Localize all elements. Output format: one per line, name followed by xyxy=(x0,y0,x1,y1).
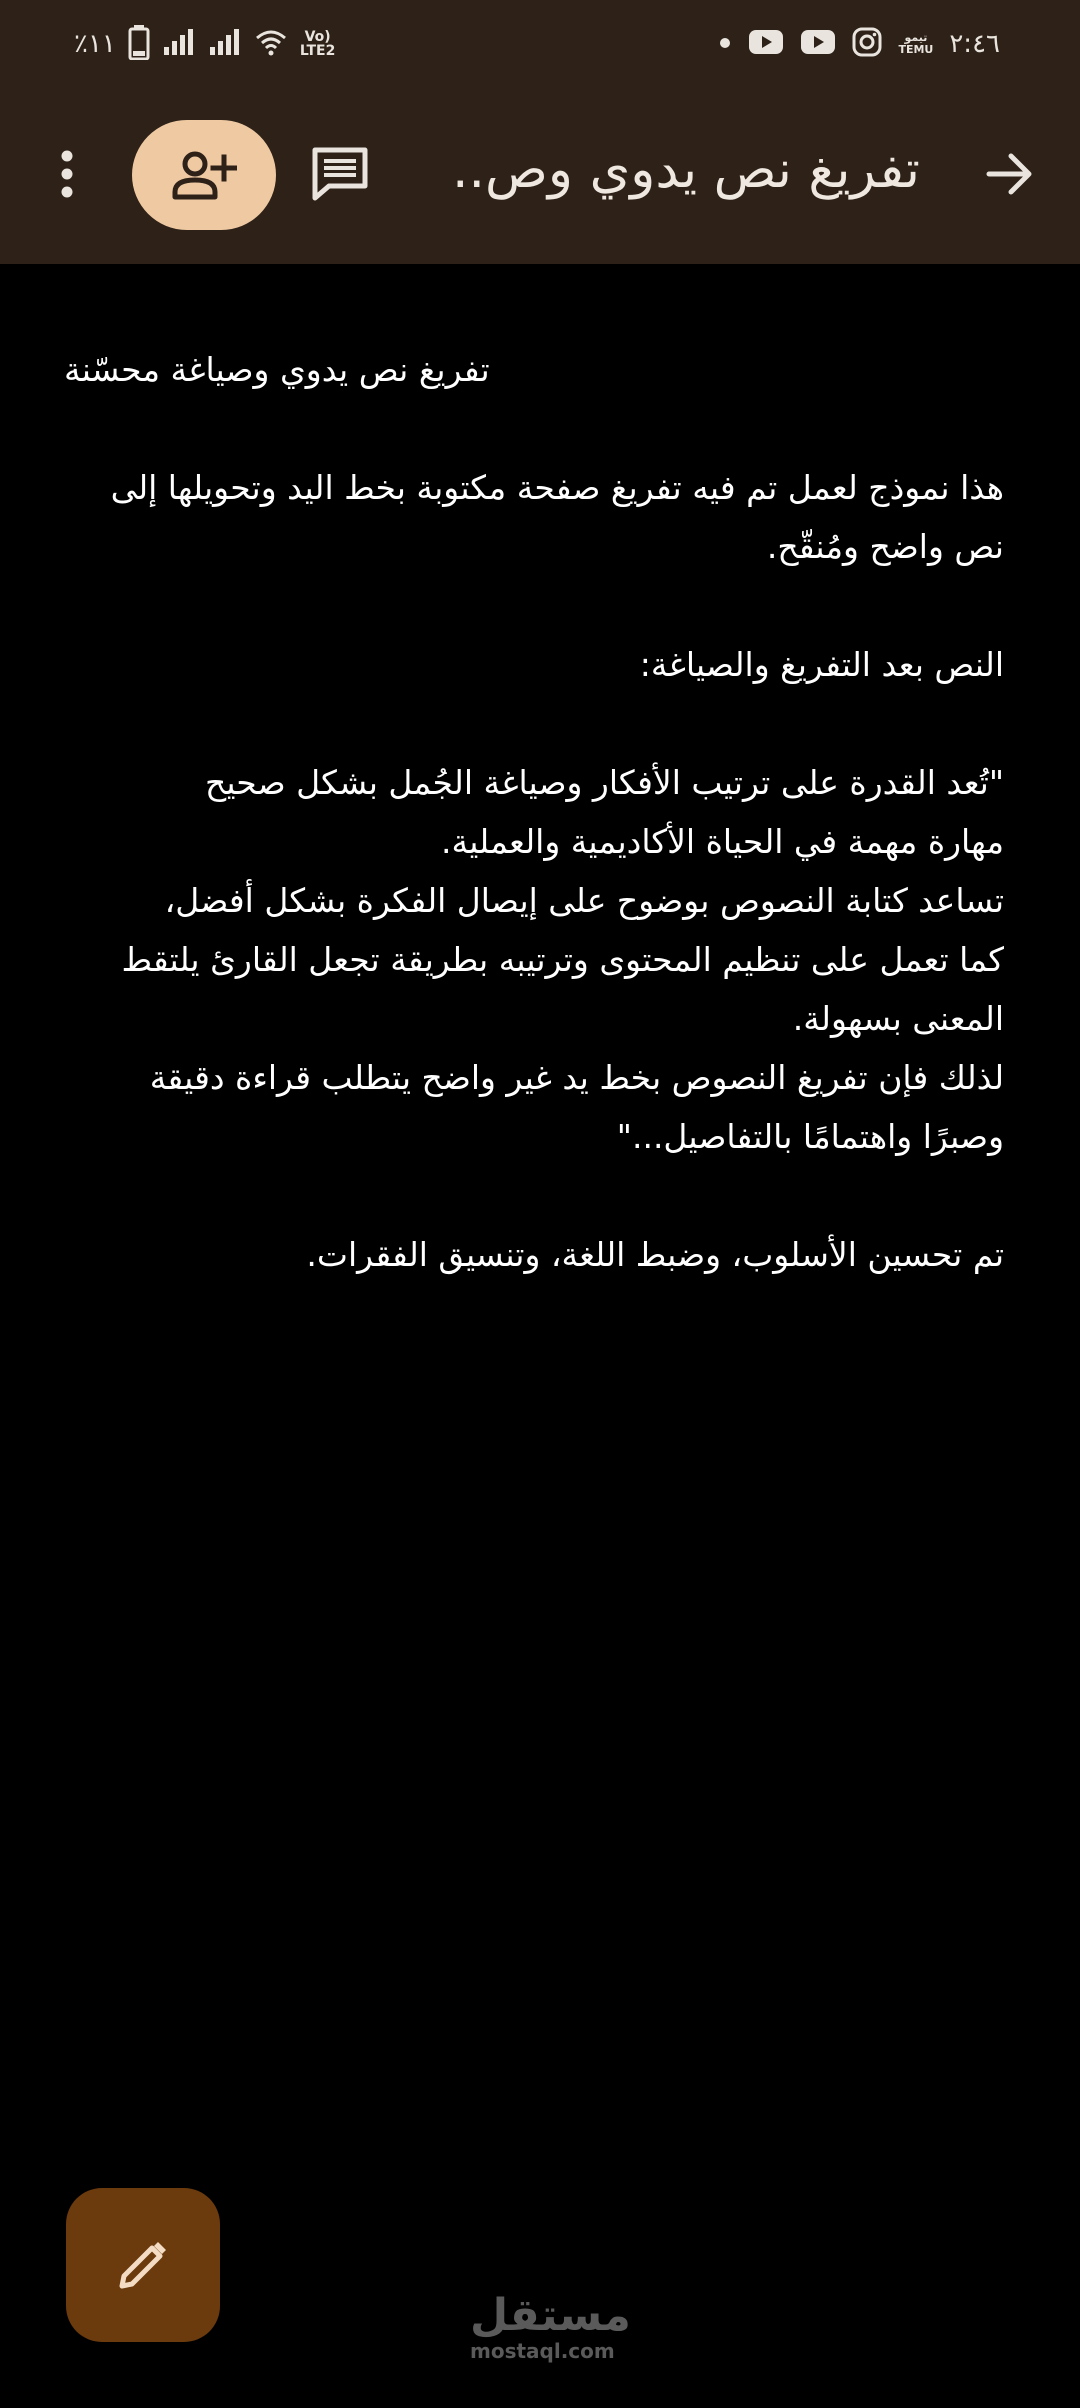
lte-label: LTE2 xyxy=(299,43,336,59)
quote-line: لذلك فإن تفريغ النصوص بخط يد غير واضح يتطلب قراءة دقيقة xyxy=(149,1058,1004,1097)
quote-line: "تُعد القدرة على ترتيب الأفكار وصياغة الجُمل بشكل صحيح xyxy=(205,763,1004,802)
comments-button[interactable] xyxy=(300,134,380,214)
youtube-icon-2 xyxy=(800,29,836,59)
quote-line: المعنى بسهولة. xyxy=(792,999,1004,1038)
clock: ٢:٤٦ xyxy=(949,29,1000,59)
status-bar-right xyxy=(718,24,1000,64)
pencil-icon xyxy=(114,2236,172,2294)
volte-lte-indicator xyxy=(300,30,335,58)
watermark-arabic: مستقل xyxy=(470,2290,631,2341)
edit-fab-button[interactable] xyxy=(66,2188,220,2342)
more-options-button[interactable] xyxy=(32,134,102,214)
document-title[interactable]: تفريغ نص يدوي وص.. xyxy=(452,140,920,200)
person-add-icon xyxy=(171,149,237,201)
intro-line: هذا نموذج لعمل تم فيه تفريغ صفحة مكتوبة بخط اليد وتحويلها إلى xyxy=(110,468,1004,507)
intro-line: نص واضح ومُنقّح. xyxy=(766,527,1004,566)
quote-line: تساعد كتابة النصوص بوضوح على إيصال الفكرة بشكل أفضل، xyxy=(164,881,1004,920)
document-heading: تفريغ نص يدوي وصياغة محسّنة xyxy=(64,350,490,389)
share-add-person-button[interactable] xyxy=(132,120,276,230)
back-button[interactable] xyxy=(970,134,1050,214)
status-bar xyxy=(0,0,1080,84)
quote-line: مهارة مهمة في الحياة الأكاديمية والعملية. xyxy=(441,822,1004,861)
more-vert-icon xyxy=(57,148,77,200)
closing-paragraph: تم تحسين الأسلوب، وضبط اللغة، وتنسيق الفقرات. xyxy=(306,1235,1004,1274)
comment-icon xyxy=(311,146,369,202)
wifi-icon xyxy=(254,27,288,61)
temu-label: TEMU xyxy=(898,43,934,56)
document-body[interactable] xyxy=(64,340,1004,1343)
temu-icon xyxy=(898,32,933,56)
quote-paragraph xyxy=(64,753,1004,1166)
instagram-icon xyxy=(852,27,882,61)
temu-label-arabic: تيمو xyxy=(904,31,928,44)
battery-percent: ٪١١ xyxy=(74,29,116,59)
volte-label: Vo) xyxy=(304,29,331,45)
dot-icon xyxy=(718,35,732,54)
watermark-logo xyxy=(470,2290,631,2363)
status-bar-left xyxy=(74,24,335,64)
section-label: النص بعد التفريغ والصياغة: xyxy=(639,645,1004,684)
watermark-latin: mostaql.com xyxy=(470,2339,615,2363)
intro-paragraph xyxy=(64,458,1004,576)
signal-icon-1 xyxy=(162,27,196,61)
app-bar xyxy=(0,84,1080,264)
quote-line: كما تعمل على تنظيم المحتوى وترتيبه بطريقة تجعل القارئ يلتقط xyxy=(121,940,1004,979)
youtube-icon xyxy=(748,29,784,59)
signal-icon-2 xyxy=(208,27,242,61)
battery-icon xyxy=(128,24,150,64)
quote-line: وصبرًا واهتمامًا بالتفاصيل..." xyxy=(616,1117,1004,1156)
arrow-forward-icon xyxy=(985,151,1035,197)
